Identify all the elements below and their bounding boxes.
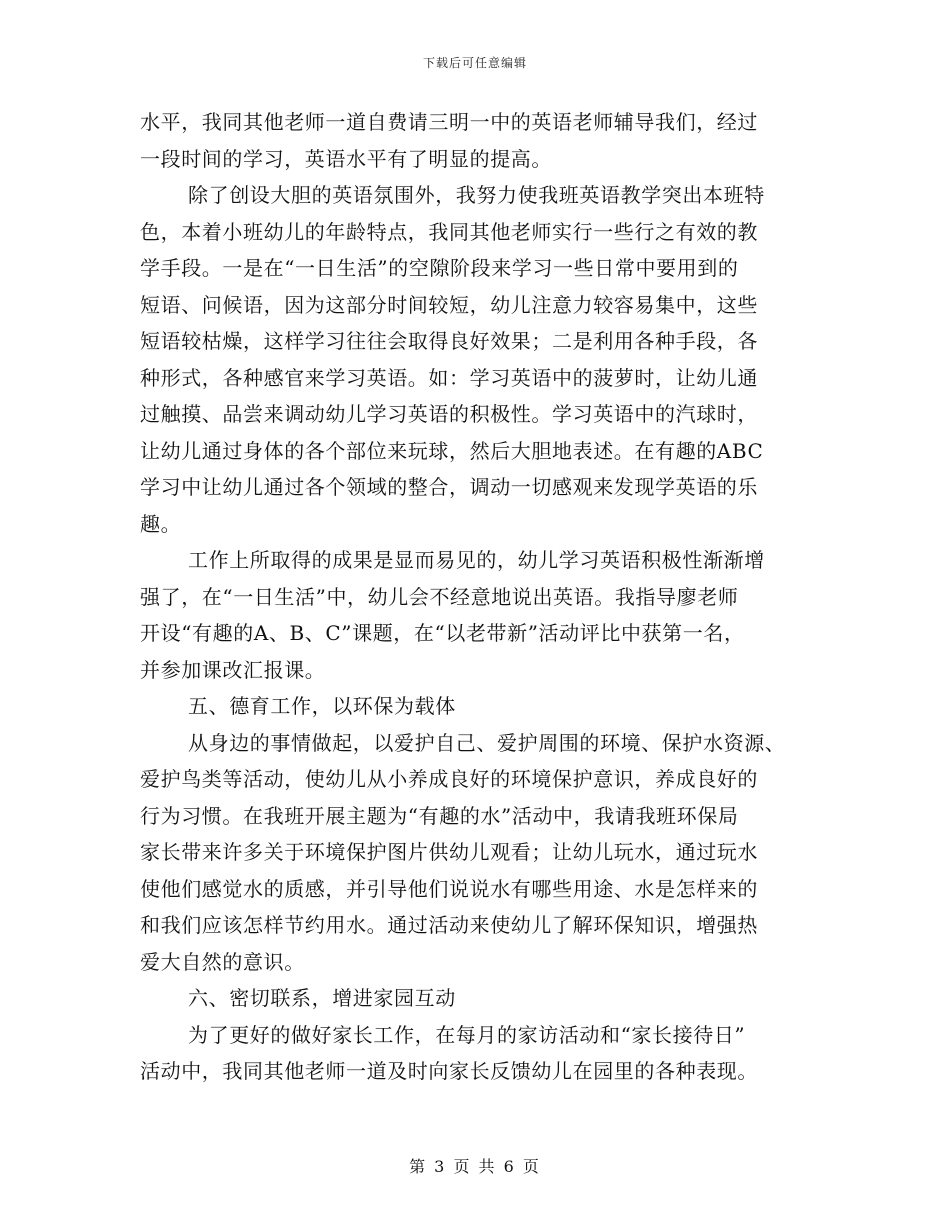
text-line: 学手段。一是在“一日生活”的空隙阶段来学习一些日常中要用到的	[140, 256, 739, 280]
text-line: 和我们应该怎样节约用水。通过活动来使幼儿了解环保知识，增强热	[140, 913, 758, 937]
text-line: 短语、问候语，因为这部分时间较短，幼儿注意力较容易集中，这些	[140, 292, 758, 317]
section-heading-line: 六、密切联系，增进家园互动	[188, 986, 456, 1010]
text-line: 强了，在“一日生活”中，幼儿会不经意地说出英语。我指导廖老师	[140, 584, 739, 609]
section-heading-line: 五、德育工作，以环保为载体	[188, 694, 456, 718]
text-line: 学习中让幼儿通过各个领域的整合，调动一切感观来发现学英语的乐	[140, 475, 758, 499]
text-line: 家长带来许多关于环境保护图片供幼儿观看；让幼儿玩水，通过玩水	[140, 840, 758, 864]
text-line: 趣。	[140, 511, 182, 536]
text-line: 并参加课改汇报课。	[140, 657, 326, 682]
paragraph-start-line: 从身边的事情做起，以爱护自己、爱护周围的环境、保护水资源、	[188, 730, 786, 755]
text-line: 使他们感觉水的质感，并引导他们说说水有哪些用途、水是怎样来的	[140, 876, 758, 901]
text-line: 爱护鸟类等活动，使幼儿从小养成良好的环境保护意识，养成良好的	[140, 767, 758, 791]
text-line: 活动中，我同其他老师一道及时向家长反馈幼儿在园里的各种表现。	[140, 1059, 758, 1083]
paragraph-start-line: 除了创设大胆的英语氛围外，我努力使我班英语教学突出本班特	[188, 183, 765, 207]
text-line: 水平，我同其他老师一道自费请三明一中的英语老师辅导我们，经过	[140, 110, 758, 134]
paragraph-start-line: 工作上所取得的成果是显而易见的，幼儿学习英语积极性渐渐增	[188, 548, 765, 572]
document-body	[140, 104, 820, 1090]
text-line: 种形式，各种感官来学习英语。如：学习英语中的菠萝时，让幼儿通	[140, 365, 758, 390]
page-number-footer: 第 3 页 共 6 页	[409, 1157, 541, 1176]
text-line: 爱大自然的意识。	[140, 949, 305, 974]
paragraph-start-line: 为了更好的做好家长工作，在每月的家访活动和“家长接待日”	[188, 1022, 746, 1047]
text-line: 短语较枯燥，这样学习往往会取得良好效果；二是利用各种手段，各	[140, 329, 758, 353]
text-line: 行为习惯。在我班开展主题为“有趣的水”活动中，我请我班环保局	[140, 803, 739, 828]
page-header: 下载后可任意编辑	[422, 56, 527, 70]
text-line: 开设“有趣的A、B、C”课题，在“以老带新”活动评比中获第一名，	[140, 621, 745, 645]
text-line: 让幼儿通过身体的各个部位来玩球，然后大胆地表述。在有趣的ABC	[140, 438, 764, 463]
text-line: 色，本着小班幼儿的年龄特点，我同其他老师实行一些行之有效的教	[140, 219, 758, 244]
text-line: 过触摸、品尝来调动幼儿学习英语的积极性。学习英语中的汽球时，	[140, 402, 758, 426]
text-line: 一段时间的学习，英语水平有了明显的提高。	[140, 146, 552, 171]
